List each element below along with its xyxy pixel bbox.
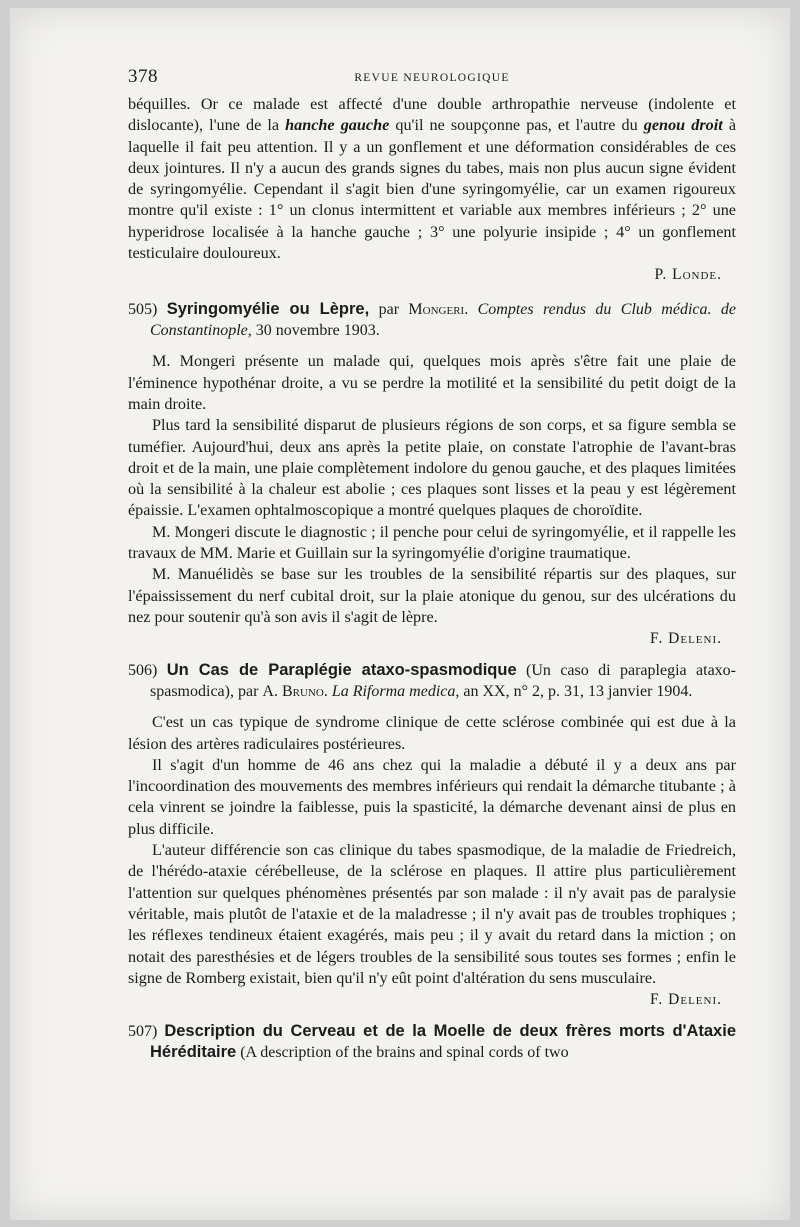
entry-body [128,351,736,628]
entry-title: Un Cas de Paraplégie ataxo-spasmodique [166,661,517,680]
entry-author: Mongeri [408,301,465,319]
entry-number: 507) [128,1023,158,1041]
signature-deleni: F. Deleni. [650,991,722,1009]
emphasis-genou-droit: genou droit [643,116,723,135]
entry-507 [128,1021,736,1063]
entry-heading: 507) Description du Cerveau et de la Moelle de deux frères morts d'Ataxie Héréditaire (A description of the brains and spinal cords of two [128,1022,736,1062]
entry-505 [128,299,736,649]
signature-deleni: F. Deleni. [650,630,722,648]
entry-author: A. Bruno [262,683,324,701]
entry-body [128,712,736,989]
body-paragraph: M. Mongeri discute le diagnostic ; il penche pour celui de syringomyélie, et il rappelle les travaux de MM. Marie et Guillain sur la syringomyélie d'origine traumatique. [128,522,736,563]
page-header [128,60,736,94]
entry-journal: Comptes rendus du Club médica. de Constantinople, [150,301,737,340]
entry-title: Syringomyélie ou Lèpre, [166,300,370,319]
emphasis-hanche-gauche: hanche gauche [285,116,390,135]
scanned-page [10,8,790,1220]
entry-heading: 506) Un Cas de Paraplégie ataxo-spasmodique (Un caso di paraplegia ataxo-spasmodica), par A. Bruno. La Riforma medica, an XX, n° 2, p. 31, 13 janvier 1904. [128,661,737,701]
body-paragraph: M. Mongeri présente un malade qui, quelques mois après s'être fait une plaie de l'éminence hypothénar droite, a vu se perdre la motilité et la sensibilité du petit doigt de la main droite. [128,352,736,413]
signature-londe: P. Londe. [654,266,722,284]
body-paragraph: M. Manuélidès se base sur les troubles de la sensibilité répartis sur des plaques, sur l'épaississement du nerf cubital droit, sur la plaie atonique du genou, sur des ulcérations du nez pour soutenir qu'à son avis il s'agit de lèpre. [128,565,736,626]
entry-506 [128,660,736,1010]
body-paragraph: L'auteur différencie son cas clinique du tabes spasmodique, de la maladie de Friedreich, de l'hérédo-ataxie cérébelleuse, de la sclérose en plaques. Il attire plus particulièrement l'attention sur quelques phénomènes présentés par son malade : il n'y avait pas de paralysie véritable, mais plutôt de l'ataxie et de la maladresse ; il n'y avait pas de troubles trophiques ; les réflexes tendineux étaient exagérés, mais peu ; il y avait du retard dans la miction ; on notait des paresthésies et de légers troubles de la sensibilité sous toutes ses formes ; enfin le signe de Romberg existait, bien qu'il n'y eût point d'altération du sens musculaire. [128,841,736,987]
entry-heading: 505) Syringomyélie ou Lèpre, par Mongeri. Comptes rendus du Club médica. de Constantinople, 30 novembre 1903. [128,300,737,340]
body-paragraph: Plus tard la sensibilité disparut de plusieurs régions de son corps, et sa figure sembla se tuméfier. Aujourd'hui, deux ans après la petite plaie, on constate l'atrophie de l'avant-bras droit et de la main, une plaie complètement indolore du genou gauche, et des plaques limitées où la sensibilité à la chaleur est abolie ; ces plaques sont lisses et la peau y est légèrement épaissie. L'examen ophtalmoscopique a montré quelques plaques de choroïdite. [128,416,736,520]
body-paragraph: Il s'agit d'un homme de 46 ans chez qui la maladie a débuté il y a deux ans par l'incoordination des mouvements des membres inférieurs qui rendait la démarche titubante ; à cela vinrent se joindre la faiblesse, puis la spasticité, la démarche devenant ainsi de plus en plus difficile. [128,755,736,838]
page-number: 378 [128,66,158,87]
entry-title: Description du Cerveau et de la Moelle de deux frères morts d'Ataxie Héréditaire [150,1022,736,1062]
continuation-paragraph: béquilles. Or ce malade est affecté d'une double arthropathie nerveuse (indolente et dislocante), l'une de la hanche gauche qu'il ne soupçonne pas, et l'autre du genou droit à laquelle il fait peu attention. Il y a un gonflement et une déformation considérables de ces deux jointures. Il n'y a aucun des grands signes du tabes, mais non plus aucun signe évident de syringomyélie. Cependant il s'agit bien d'une syringomyélie, car un examen rigoureux montre qu'il existe : 1° un clonus intermittent et variable aux membres inférieurs ; 2° une hyperidrose localisée à la hanche gauche ; 3° une polyurie insipide ; 4° un gonflement testiculaire douloureux. [128,95,736,263]
entry-number: 506) [128,662,158,680]
running-title: REVUE NEUROLOGIQUE [354,72,510,84]
page-content [128,60,736,1063]
entry-journal: La Riforma medica, [331,683,460,701]
body-paragraph: C'est un cas typique de syndrome clinique de cette sclérose combinée qui est due à la lésion des artères radiculaires postérieures. [128,713,736,753]
entry-number: 505) [128,301,158,319]
